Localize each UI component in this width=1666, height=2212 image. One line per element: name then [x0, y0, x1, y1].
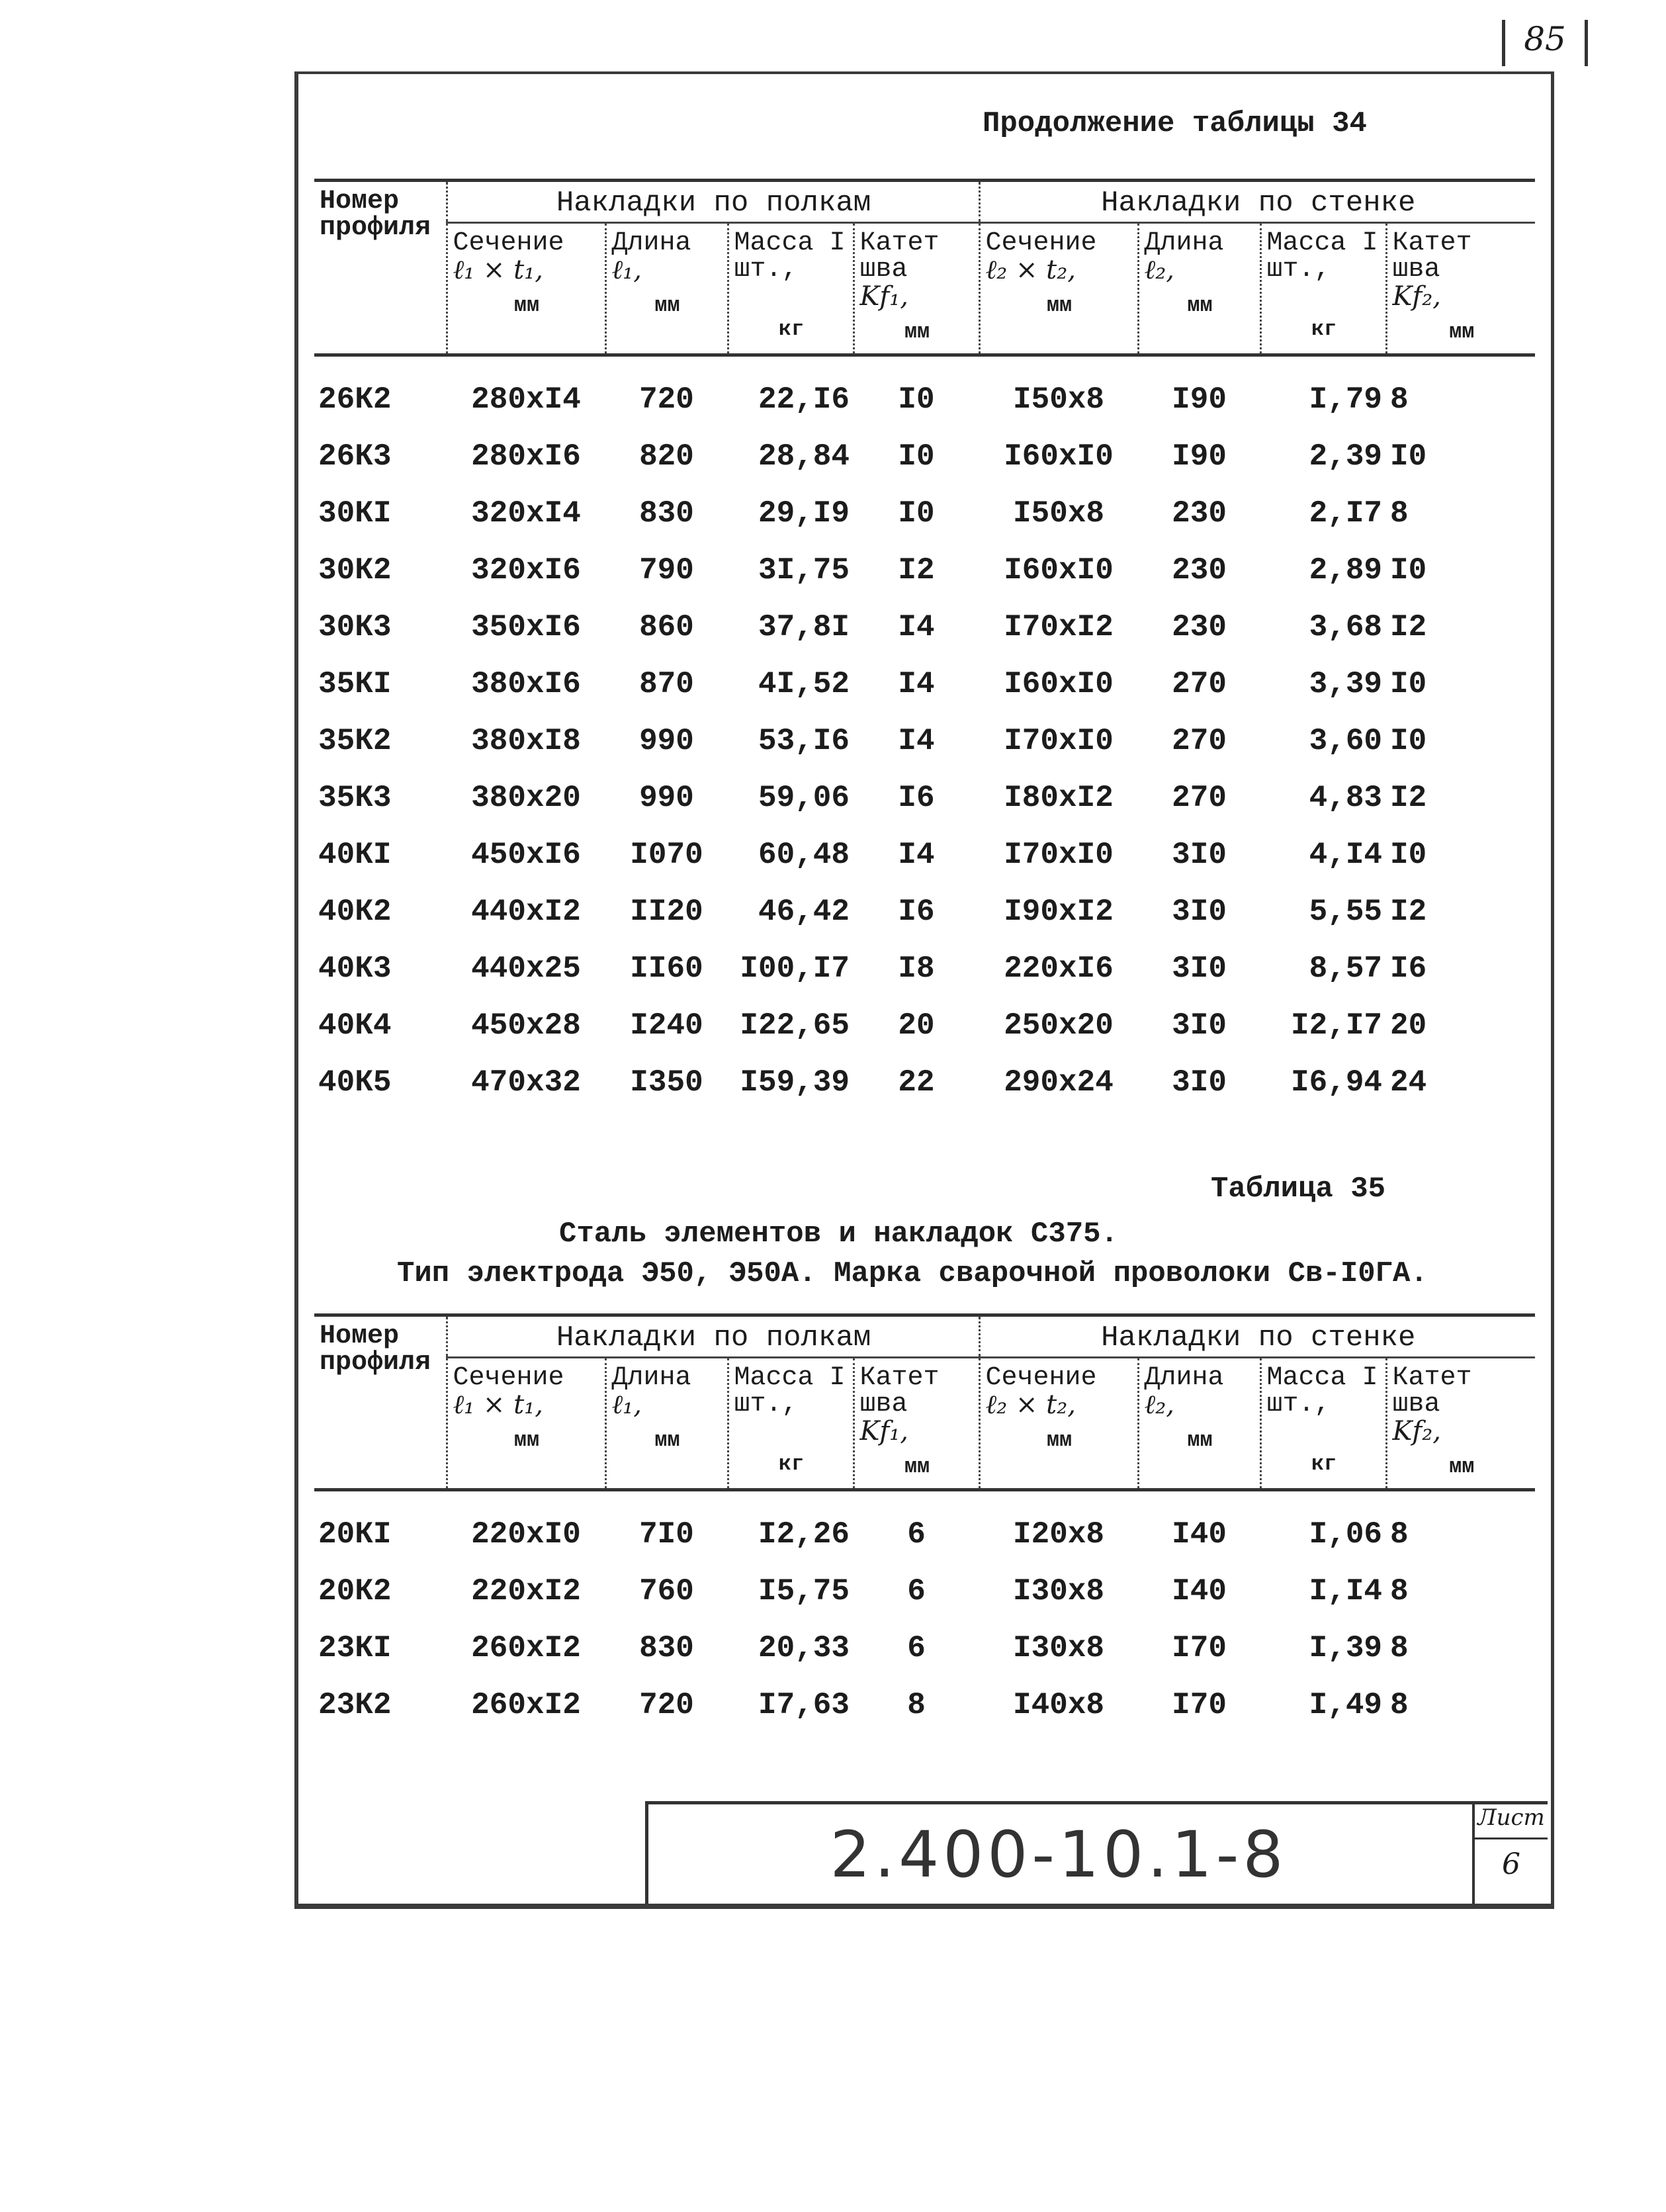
cell-flange-mass: 37,8I	[758, 610, 850, 644]
cell-flange-weld: I8	[898, 951, 935, 986]
cell-web-section: I50х8	[1013, 496, 1105, 531]
cell-web-mass: I,I4	[1309, 1574, 1383, 1609]
cell-flange-length: 830	[639, 1631, 694, 1665]
table-row	[314, 656, 1535, 713]
cell-flange-section: 280хI6	[471, 439, 581, 474]
sheet-value: 6	[1502, 1847, 1520, 1881]
header-web-length: Длина ℓ₂, мм	[1138, 223, 1260, 355]
cell-flange-weld: I4	[898, 667, 935, 701]
cell-web-weld: I2	[1390, 610, 1427, 644]
cell-web-section: I90хI2	[1004, 895, 1114, 929]
cell-web-mass: 8,57	[1309, 951, 1383, 986]
cell-flange-length: 790	[639, 553, 694, 588]
cell-flange-length: 720	[639, 382, 694, 417]
cell-web-section: I30х8	[1013, 1574, 1105, 1609]
cell-flange-weld: 6	[907, 1574, 926, 1609]
table35	[314, 1313, 1535, 1734]
table-row	[314, 485, 1535, 542]
cell-profile: 30КI	[318, 496, 392, 531]
header-flange-section: Сечение ℓ₁ × t₁, мм	[447, 223, 605, 355]
cell-web-mass: 4,I4	[1309, 838, 1383, 872]
cell-flange-weld: I4	[898, 838, 935, 872]
header-flange-mass: Масса I шт., кг	[728, 1358, 854, 1490]
cell-web-mass: I2,I7	[1291, 1008, 1383, 1043]
page-number: 85	[1502, 20, 1588, 66]
cell-web-section: I70хI2	[1004, 610, 1114, 644]
header-web-weld: Катет шва Kf₂, мм	[1386, 223, 1535, 355]
cell-flange-mass: I22,65	[740, 1008, 850, 1043]
cell-web-section: I30х8	[1013, 1631, 1105, 1665]
cell-web-weld: 20	[1390, 1008, 1427, 1043]
table-row	[314, 770, 1535, 826]
cell-profile: 35КI	[318, 667, 392, 701]
cell-flange-length: 7I0	[639, 1517, 694, 1552]
cell-web-length: I70	[1172, 1631, 1227, 1665]
cell-web-section: I60хI0	[1004, 439, 1114, 474]
cell-flange-section: 470х32	[471, 1065, 581, 1100]
cell-profile: 20К2	[318, 1574, 392, 1609]
table-row	[314, 1620, 1535, 1677]
cell-flange-section: 320хI4	[471, 496, 581, 531]
cell-web-mass: 2,89	[1309, 553, 1383, 588]
cell-flange-length: I240	[630, 1008, 703, 1043]
document-number: 2.400-10.1-8	[830, 1818, 1288, 1892]
cell-web-section: 250х20	[1004, 1008, 1114, 1043]
cell-flange-mass: 53,I6	[758, 724, 850, 758]
title-block	[645, 1801, 1475, 1904]
cell-web-weld: 24	[1390, 1065, 1427, 1100]
cell-web-length: 3I0	[1172, 895, 1227, 929]
cell-flange-section: 280хI4	[471, 382, 581, 417]
cell-flange-section: 260хI2	[471, 1631, 581, 1665]
cell-web-weld: 8	[1390, 1517, 1409, 1552]
header-flange-weld: Катет шва Kf₁, мм	[854, 223, 979, 355]
cell-profile: 30К3	[318, 610, 392, 644]
cell-flange-mass: 28,84	[758, 439, 850, 474]
cell-flange-weld: 6	[907, 1631, 926, 1665]
cell-flange-section: 220хI2	[471, 1574, 581, 1609]
header-web-mass: Масса I шт., кг	[1260, 1358, 1386, 1490]
cell-profile: 20КI	[318, 1517, 392, 1552]
table35-grid	[314, 1313, 1535, 1734]
cell-web-weld: I0	[1390, 439, 1427, 474]
table-row	[314, 1677, 1535, 1734]
cell-profile: 30К2	[318, 553, 392, 588]
cell-web-weld: I0	[1390, 667, 1427, 701]
cell-flange-section: 450х28	[471, 1008, 581, 1043]
cell-web-weld: I0	[1390, 724, 1427, 758]
cell-flange-mass: 59,06	[758, 781, 850, 815]
cell-flange-weld: I2	[898, 553, 935, 588]
table-row	[314, 1490, 1535, 1564]
cell-profile: 35К3	[318, 781, 392, 815]
cell-flange-mass: 22,I6	[758, 382, 850, 417]
cell-flange-section: 450хI6	[471, 838, 581, 872]
cell-flange-length: 990	[639, 724, 694, 758]
cell-flange-mass: 3I,75	[758, 553, 850, 588]
header-profile: Номер профиля	[314, 1315, 447, 1490]
cell-web-section: I70хI0	[1004, 838, 1114, 872]
cell-web-length: 230	[1172, 553, 1227, 588]
cell-flange-mass: 60,48	[758, 838, 850, 872]
header-flange-section: Сечение ℓ₁ × t₁, мм	[447, 1358, 605, 1490]
cell-web-weld: 8	[1390, 382, 1409, 417]
cell-profile: 40К3	[318, 951, 392, 986]
cell-web-weld: 8	[1390, 1688, 1409, 1722]
cell-flange-length: 830	[639, 496, 694, 531]
cell-web-length: 270	[1172, 781, 1227, 815]
cell-web-weld: I6	[1390, 951, 1427, 986]
cell-web-mass: 3,60	[1309, 724, 1383, 758]
table34-grid	[314, 179, 1535, 1111]
cell-flange-mass: 4I,52	[758, 667, 850, 701]
cell-web-mass: 4,83	[1309, 781, 1383, 815]
cell-web-weld: I0	[1390, 838, 1427, 872]
cell-web-section: I20х8	[1013, 1517, 1105, 1552]
cell-flange-length: 990	[639, 781, 694, 815]
table35-title-line2: Тип электрода Э50, Э50А. Марка сварочной проволоки Св-I0ГА.	[397, 1257, 1428, 1290]
cell-flange-weld: I4	[898, 724, 935, 758]
cell-web-mass: I6,94	[1291, 1065, 1383, 1100]
cell-flange-length: II20	[630, 895, 703, 929]
cell-flange-mass: I59,39	[740, 1065, 850, 1100]
cell-profile: 23КI	[318, 1631, 392, 1665]
cell-web-length: 230	[1172, 610, 1227, 644]
cell-profile: 40К4	[318, 1008, 392, 1043]
header-web-group: Накладки по стенке	[979, 181, 1535, 223]
cell-flange-length: I350	[630, 1065, 703, 1100]
cell-web-length: 3I0	[1172, 1008, 1227, 1043]
cell-flange-length: 870	[639, 667, 694, 701]
cell-flange-section: 380х20	[471, 781, 581, 815]
cell-flange-section: 260хI2	[471, 1688, 581, 1722]
table35-title-line1: Сталь элементов и накладок С375.	[559, 1217, 1118, 1251]
cell-flange-section: 350хI6	[471, 610, 581, 644]
cell-profile: 40КI	[318, 838, 392, 872]
cell-flange-length: 760	[639, 1574, 694, 1609]
cell-web-mass: 3,39	[1309, 667, 1383, 701]
header-flange-weld: Катет шва Kf₁, мм	[854, 1358, 979, 1490]
cell-flange-mass: I2,26	[758, 1517, 850, 1552]
cell-web-length: 270	[1172, 724, 1227, 758]
table-row	[314, 599, 1535, 656]
cell-web-length: I40	[1172, 1574, 1227, 1609]
header-profile: Номер профиля	[314, 181, 447, 355]
table-row	[314, 355, 1535, 429]
table34-body	[314, 355, 1535, 1112]
cell-flange-weld: I0	[898, 439, 935, 474]
cell-web-mass: I,49	[1309, 1688, 1383, 1722]
header-web-group: Накладки по стенке	[979, 1315, 1535, 1358]
header-flange-group: Накладки по полкам	[447, 1315, 979, 1358]
table-row	[314, 883, 1535, 940]
table-row	[314, 940, 1535, 997]
cell-flange-weld: I0	[898, 382, 935, 417]
cell-web-length: 3I0	[1172, 838, 1227, 872]
cell-flange-weld: I6	[898, 895, 935, 929]
header-web-section: Сечение ℓ₂ × t₂, мм	[979, 223, 1138, 355]
cell-flange-length: 860	[639, 610, 694, 644]
cell-web-section: I60хI0	[1004, 667, 1114, 701]
cell-web-weld: I2	[1390, 895, 1427, 929]
cell-flange-section: 440хI2	[471, 895, 581, 929]
cell-web-mass: I,79	[1309, 382, 1383, 417]
cell-profile: 26К3	[318, 439, 392, 474]
cell-web-section: I60хI0	[1004, 553, 1114, 588]
sheet-cell	[1472, 1801, 1548, 1904]
cell-web-section: 290х24	[1004, 1065, 1114, 1100]
cell-web-weld: I0	[1390, 553, 1427, 588]
cell-profile: 26К2	[318, 382, 392, 417]
cell-flange-mass: I5,75	[758, 1574, 850, 1609]
header-web-weld: Катет шва Kf₂, мм	[1386, 1358, 1535, 1490]
cell-web-length: 3I0	[1172, 951, 1227, 986]
header-web-length: Длина ℓ₂, мм	[1138, 1358, 1260, 1490]
header-web-section: Сечение ℓ₂ × t₂, мм	[979, 1358, 1138, 1490]
cell-web-length: I40	[1172, 1517, 1227, 1552]
header-flange-mass: Масса I шт., кг	[728, 223, 854, 355]
cell-flange-section: 380хI6	[471, 667, 581, 701]
sheet-label: Лист	[1475, 1804, 1548, 1839]
cell-web-section: I80хI2	[1004, 781, 1114, 815]
cell-flange-weld: 6	[907, 1517, 926, 1552]
cell-flange-mass: 46,42	[758, 895, 850, 929]
table35-caption: Таблица 35	[1211, 1172, 1386, 1206]
cell-web-section: I40х8	[1013, 1688, 1105, 1722]
table-row	[314, 997, 1535, 1054]
cell-web-mass: I,06	[1309, 1517, 1383, 1552]
cell-web-section: 220хI6	[1004, 951, 1114, 986]
cell-flange-length: II60	[630, 951, 703, 986]
cell-flange-mass: 29,I9	[758, 496, 850, 531]
cell-profile: 23К2	[318, 1688, 392, 1722]
table34	[314, 179, 1535, 1111]
cell-flange-length: I070	[630, 838, 703, 872]
header-flange-group: Накладки по полкам	[447, 181, 979, 223]
cell-web-length: I90	[1172, 439, 1227, 474]
cell-web-length: I70	[1172, 1688, 1227, 1722]
cell-web-length: 3I0	[1172, 1065, 1227, 1100]
cell-flange-weld: I0	[898, 496, 935, 531]
cell-web-section: I50х8	[1013, 382, 1105, 417]
cell-web-weld: 8	[1390, 496, 1409, 531]
cell-web-section: I70хI0	[1004, 724, 1114, 758]
cell-flange-section: 320хI6	[471, 553, 581, 588]
cell-web-weld: 8	[1390, 1574, 1409, 1609]
cell-web-weld: 8	[1390, 1631, 1409, 1665]
cell-flange-weld: 8	[907, 1688, 926, 1722]
cell-flange-weld: 22	[898, 1065, 935, 1100]
table34-caption: Продолжение таблицы 34	[983, 107, 1367, 140]
cell-flange-section: 380хI8	[471, 724, 581, 758]
cell-web-length: 270	[1172, 667, 1227, 701]
cell-flange-section: 220хI0	[471, 1517, 581, 1552]
header-flange-length: Длина ℓ₁, мм	[605, 223, 728, 355]
cell-flange-mass: I7,63	[758, 1688, 850, 1722]
cell-flange-mass: 20,33	[758, 1631, 850, 1665]
cell-flange-weld: I6	[898, 781, 935, 815]
cell-profile: 40К5	[318, 1065, 392, 1100]
cell-web-length: I90	[1172, 382, 1227, 417]
cell-web-mass: 2,39	[1309, 439, 1383, 474]
cell-web-length: 230	[1172, 496, 1227, 531]
cell-flange-weld: I4	[898, 610, 935, 644]
cell-flange-length: 720	[639, 1688, 694, 1722]
table-row	[314, 1563, 1535, 1620]
table-row	[314, 713, 1535, 770]
header-web-mass: Масса I шт., кг	[1260, 223, 1386, 355]
cell-web-mass: 3,68	[1309, 610, 1383, 644]
cell-web-mass: I,39	[1309, 1631, 1383, 1665]
cell-flange-length: 820	[639, 439, 694, 474]
cell-web-weld: I2	[1390, 781, 1427, 815]
table-row	[314, 542, 1535, 599]
table35-body	[314, 1490, 1535, 1734]
cell-web-mass: 2,I7	[1309, 496, 1383, 531]
header-flange-length: Длина ℓ₁, мм	[605, 1358, 728, 1490]
cell-profile: 40К2	[318, 895, 392, 929]
cell-flange-section: 440х25	[471, 951, 581, 986]
table-row	[314, 1054, 1535, 1111]
cell-flange-mass: I00,I7	[740, 951, 850, 986]
table-row	[314, 428, 1535, 485]
cell-profile: 35К2	[318, 724, 392, 758]
cell-web-mass: 5,55	[1309, 895, 1383, 929]
cell-flange-weld: 20	[898, 1008, 935, 1043]
table-row	[314, 826, 1535, 883]
